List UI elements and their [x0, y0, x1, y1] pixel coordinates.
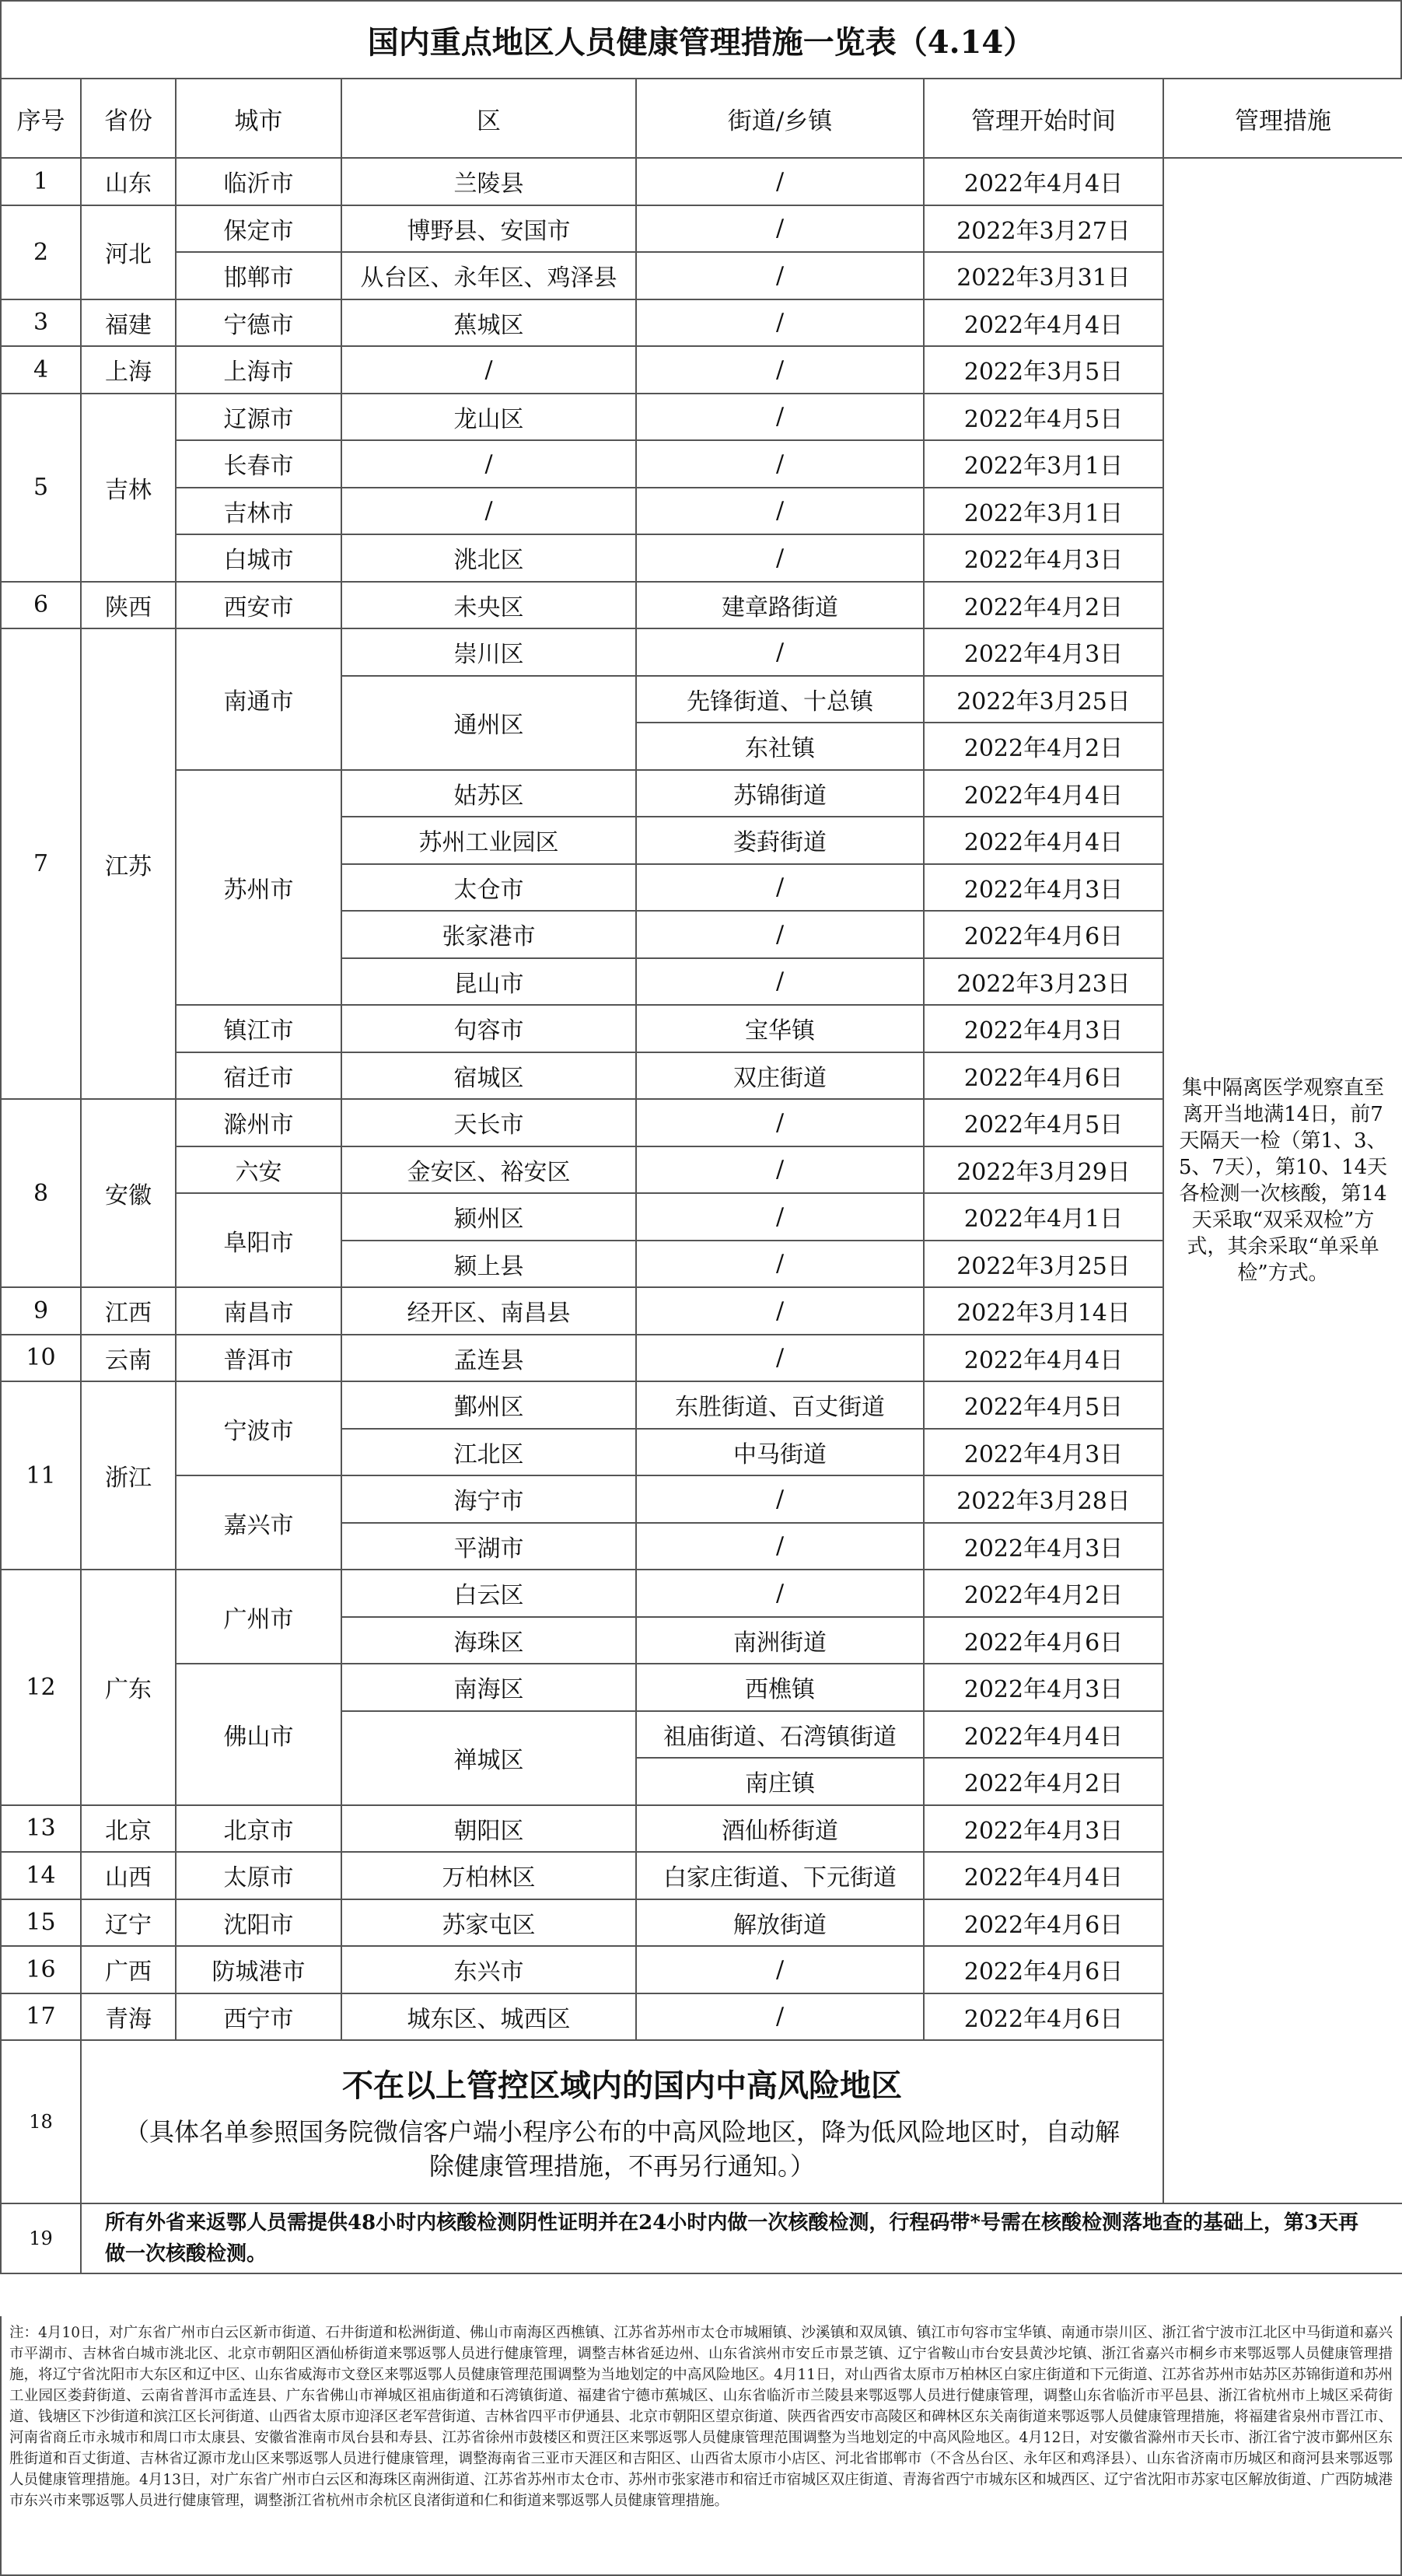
row-number: 15: [1, 1899, 81, 1947]
street-cell: 双庄街道: [636, 1052, 924, 1100]
district-cell: 海珠区: [341, 1617, 636, 1664]
district-cell: /: [341, 440, 636, 488]
start-date-cell: 2022年4月4日: [924, 299, 1163, 347]
street-cell: /: [636, 1475, 924, 1523]
district-cell: 江北区: [341, 1429, 636, 1476]
district-cell: /: [341, 488, 636, 535]
city-cell: 南通市: [176, 628, 341, 770]
start-date-cell: 2022年4月4日: [924, 1852, 1163, 1899]
city-cell: 防城港市: [176, 1946, 341, 1993]
city-cell: 宁波市: [176, 1381, 341, 1475]
province-cell: 辽宁: [81, 1899, 176, 1947]
district-cell: 苏家屯区: [341, 1899, 636, 1947]
street-cell: /: [636, 205, 924, 253]
city-cell: 太原市: [176, 1852, 341, 1899]
street-cell: /: [636, 299, 924, 347]
start-date-cell: 2022年4月3日: [924, 1523, 1163, 1570]
start-date-cell: 2022年3月1日: [924, 488, 1163, 535]
city-cell: 上海市: [176, 346, 341, 394]
street-cell: 祖庙街道、石湾镇街道: [636, 1711, 924, 1759]
start-date-cell: 2022年4月6日: [924, 1052, 1163, 1100]
header-no: 序号: [1, 79, 81, 158]
start-date-cell: 2022年4月4日: [924, 1711, 1163, 1759]
district-cell: 兰陵县: [341, 158, 636, 205]
district-cell: 天长市: [341, 1099, 636, 1146]
city-cell: 嘉兴市: [176, 1475, 341, 1570]
district-cell: 太仓市: [341, 864, 636, 912]
province-cell: 安徽: [81, 1099, 176, 1287]
header-row: [1, 79, 1402, 158]
start-date-cell: 2022年4月3日: [924, 1664, 1163, 1711]
high-risk-area-cell: [81, 2040, 1163, 2203]
province-cell: 浙江: [81, 1381, 176, 1570]
row-number: 16: [1, 1946, 81, 1993]
city-cell: 北京市: [176, 1805, 341, 1853]
street-cell: /: [636, 1993, 924, 2041]
row-number: 19: [1, 2203, 81, 2273]
header-street: 街道/乡镇: [636, 79, 924, 158]
table-row: [1, 158, 1402, 205]
header-start-time: 管理开始时间: [924, 79, 1163, 158]
start-date-cell: 2022年3月14日: [924, 1287, 1163, 1335]
street-cell: /: [636, 911, 924, 958]
district-cell: 崇川区: [341, 628, 636, 676]
start-date-cell: 2022年4月3日: [924, 1005, 1163, 1052]
province-cell: 上海: [81, 346, 176, 394]
district-cell: 朝阳区: [341, 1805, 636, 1853]
city-cell: 沈阳市: [176, 1899, 341, 1947]
health-management-table: [0, 78, 1402, 2274]
start-date-cell: 2022年3月25日: [924, 1241, 1163, 1288]
start-date-cell: 2022年4月3日: [924, 1429, 1163, 1476]
header-district: 区: [341, 79, 636, 158]
province-cell: 河北: [81, 205, 176, 299]
street-cell: 东胜街道、百丈街道: [636, 1381, 924, 1429]
start-date-cell: 2022年4月3日: [924, 628, 1163, 676]
header-province: 省份: [81, 79, 176, 158]
street-cell: /: [636, 628, 924, 676]
district-cell: 蕉城区: [341, 299, 636, 347]
start-date-cell: 2022年3月31日: [924, 252, 1163, 299]
street-cell: 先锋街道、十总镇: [636, 676, 924, 723]
district-cell: 宿城区: [341, 1052, 636, 1100]
district-cell: 颍州区: [341, 1193, 636, 1241]
province-cell: 江苏: [81, 628, 176, 1099]
province-cell: 北京: [81, 1805, 176, 1853]
city-cell: 镇江市: [176, 1005, 341, 1052]
start-date-cell: 2022年4月6日: [924, 1993, 1163, 2041]
city-cell: 苏州市: [176, 770, 341, 1006]
district-cell: 城东区、城西区: [341, 1993, 636, 2041]
street-cell: /: [636, 1099, 924, 1146]
district-cell: 禅城区: [341, 1711, 636, 1805]
row-number: 11: [1, 1381, 81, 1570]
street-cell: /: [636, 1335, 924, 1382]
street-cell: 建章路街道: [636, 582, 924, 629]
testing-requirement-cell: 所有外省来返鄂人员需提供48小时内核酸检测阴性证明并在24小时内做一次核酸检测，行程码带*号需在核酸检测落地查的基础上，第3天再做一次核酸检测。: [81, 2203, 1402, 2273]
row-number: 8: [1, 1099, 81, 1287]
street-cell: /: [636, 158, 924, 205]
street-cell: 白家庄街道、下元街道: [636, 1852, 924, 1899]
district-cell: 南海区: [341, 1664, 636, 1711]
start-date-cell: 2022年4月6日: [924, 911, 1163, 958]
province-cell: 山西: [81, 1852, 176, 1899]
start-date-cell: 2022年3月28日: [924, 1475, 1163, 1523]
table-row: [1, 2203, 1402, 2273]
district-cell: 从台区、永年区、鸡泽县: [341, 252, 636, 299]
street-cell: 解放街道: [636, 1899, 924, 1947]
start-date-cell: 2022年4月6日: [924, 1899, 1163, 1947]
start-date-cell: 2022年4月2日: [924, 1758, 1163, 1805]
district-cell: 张家港市: [341, 911, 636, 958]
start-date-cell: 2022年4月6日: [924, 1946, 1163, 1993]
row-number: 9: [1, 1287, 81, 1335]
city-cell: 阜阳市: [176, 1193, 341, 1287]
district-cell: 金安区、裕安区: [341, 1146, 636, 1194]
city-cell: 普洱市: [176, 1335, 341, 1382]
district-cell: 经开区、南昌县: [341, 1287, 636, 1335]
province-cell: 广西: [81, 1946, 176, 1993]
district-cell: 白云区: [341, 1570, 636, 1617]
street-cell: /: [636, 864, 924, 912]
start-date-cell: 2022年4月4日: [924, 817, 1163, 864]
start-date-cell: 2022年4月4日: [924, 1335, 1163, 1382]
page-title: 国内重点地区人员健康管理措施一览表（4.14）: [0, 0, 1402, 78]
city-cell: 保定市: [176, 205, 341, 253]
start-date-cell: 2022年4月4日: [924, 770, 1163, 817]
city-cell: 六安: [176, 1146, 341, 1194]
header-city: 城市: [176, 79, 341, 158]
start-date-cell: 2022年4月4日: [924, 158, 1163, 205]
province-cell: 山东: [81, 158, 176, 205]
street-cell: /: [636, 534, 924, 582]
start-date-cell: 2022年3月5日: [924, 346, 1163, 394]
start-date-cell: 2022年4月5日: [924, 1099, 1163, 1146]
city-cell: 佛山市: [176, 1664, 341, 1805]
district-cell: 龙山区: [341, 394, 636, 441]
row-number: 13: [1, 1805, 81, 1853]
street-cell: /: [636, 1570, 924, 1617]
start-date-cell: 2022年4月6日: [924, 1617, 1163, 1664]
district-cell: 苏州工业园区: [341, 817, 636, 864]
street-cell: 东社镇: [636, 723, 924, 770]
start-date-cell: 2022年4月2日: [924, 723, 1163, 770]
high-risk-heading: 不在以上管控区域内的国内中高风险地区: [342, 2067, 902, 2104]
street-cell: 苏锦街道: [636, 770, 924, 817]
district-cell: 万柏林区: [341, 1852, 636, 1899]
street-cell: /: [636, 1146, 924, 1194]
street-cell: 南庄镇: [636, 1758, 924, 1805]
district-cell: 昆山市: [341, 958, 636, 1006]
street-cell: 娄葑街道: [636, 817, 924, 864]
street-cell: /: [636, 1241, 924, 1288]
start-date-cell: 2022年4月1日: [924, 1193, 1163, 1241]
district-cell: 姑苏区: [341, 770, 636, 817]
district-cell: 洮北区: [341, 534, 636, 582]
district-cell: 海宁市: [341, 1475, 636, 1523]
province-cell: 江西: [81, 1287, 176, 1335]
city-cell: 白城市: [176, 534, 341, 582]
start-date-cell: 2022年3月25日: [924, 676, 1163, 723]
row-number: 1: [1, 158, 81, 205]
start-date-cell: 2022年3月27日: [924, 205, 1163, 253]
province-cell: 广东: [81, 1570, 176, 1805]
start-date-cell: 2022年4月2日: [924, 582, 1163, 629]
street-cell: /: [636, 346, 924, 394]
footnote: 注：4月10日，对广东省广州市白云区新市街道、石井街道和松洲街道、佛山市南海区西樵镇、江苏省苏州市太仓市城厢镇、沙溪镇和双凤镇、镇江市句容市宝华镇、南通市崇川区、浙江省宁波市江北区中马街道和嘉兴市平湖市、吉林省白城市洮北区、北京市朝阳区酒仙桥街道来鄂返鄂人员进行健康管理，调整吉林省延边州、山东省滨州市安丘市景芝镇、辽宁省鞍山市台安县黄沙坨镇、浙江省嘉兴市桐乡市来鄂返鄂人员健康管理措施，将辽宁省沈阳市大东区和辽中区、山东省威海市文登区来鄂返鄂人员健康管理范围调整为当地划定的中高风险地区。4月11日，对山西省太原市万柏林区白家庄街道和下元街道、江苏省苏州市姑苏区苏锦街道和苏州工业园区娄葑街道、云南省普洱市孟连县、广东省佛山市禅城区祖庙街道和石湾镇街道、福建省宁德市蕉城区、山东省临沂市兰陵县来鄂返鄂人员进行健康管理，调整山东省临沂市平邑县、浙江省杭州市上城区采荷街道、钱塘区下沙街道和滨江区长河街道、山西省太原市迎泽区老军营街道、吉林省四平市伊通县、北京市朝阳区望京街道、陕西省西安市高陵区和碑林区东关南街道来鄂返鄂人员健康管理措施，将福建省泉州市晋江市、河南省商丘市永城市和周口市太康县、安徽省淮南市凤台县和寿县、江苏省徐州市鼓楼区和贾汪区来鄂返鄂人员健康管理范围调整为当地划定的中高风险地区。4月12日，对安徽省滁州市天长市、浙江省宁波市鄞州区东胜街道和百丈街道、吉林省辽源市龙山区来鄂返鄂人员进行健康管理，调整海南省三亚市天涯区和吉阳区、山西省太原市小店区、河北省邯郸市（不含丛台区、永年区和鸡泽县）、山东省济南市历城区和商河县来鄂返鄂人员健康管理措施。4月13日，对广东省广州市白云区和海珠区南洲街道、江苏省苏州市太仓市、苏州市张家港市和宿迁市宿城区双庄街道、青海省西宁市城东区和城西区、辽宁省沈阳市苏家屯区解放街道、广西防城港市东兴市来鄂返鄂人员进行健康管理，调整浙江省杭州市余杭区良渚街道和仁和街道来鄂返鄂人员健康管理措施。: [0, 2316, 1402, 2576]
street-cell: 中马街道: [636, 1429, 924, 1476]
district-cell: 孟连县: [341, 1335, 636, 1382]
street-cell: /: [636, 1946, 924, 1993]
street-cell: 酒仙桥街道: [636, 1805, 924, 1853]
high-risk-detail: （具体名单参照国务院微信客户端小程序公布的中高风险地区，降为低风险地区时，自动解除健康管理措施，不再另行通知。）: [124, 2116, 1120, 2181]
street-cell: /: [636, 252, 924, 299]
row-number: 14: [1, 1852, 81, 1899]
row-number: 4: [1, 346, 81, 394]
start-date-cell: 2022年3月23日: [924, 958, 1163, 1006]
street-cell: 宝华镇: [636, 1005, 924, 1052]
district-cell: /: [341, 346, 636, 394]
row-number: 18: [1, 2040, 81, 2203]
district-cell: 东兴市: [341, 1946, 636, 1993]
header-measures: 管理措施: [1163, 79, 1402, 158]
province-cell: 陕西: [81, 582, 176, 629]
street-cell: 南洲街道: [636, 1617, 924, 1664]
row-number: 10: [1, 1335, 81, 1382]
province-cell: 青海: [81, 1993, 176, 2041]
row-number: 12: [1, 1570, 81, 1805]
management-measures: 集中隔离医学观察直至离开当地满14日，前7天隔天一检（第1、3、5、7天），第10、14天各检测一次核酸，第14天采取“双采双检”方式，其余采取“单采单检”方式。: [1163, 158, 1402, 2203]
city-cell: 广州市: [176, 1570, 341, 1664]
city-cell: 西宁市: [176, 1993, 341, 2041]
start-date-cell: 2022年4月5日: [924, 394, 1163, 441]
start-date-cell: 2022年4月5日: [924, 1381, 1163, 1429]
street-cell: 西樵镇: [636, 1664, 924, 1711]
city-cell: 长春市: [176, 440, 341, 488]
row-number: 3: [1, 299, 81, 347]
row-number: 17: [1, 1993, 81, 2041]
street-cell: /: [636, 488, 924, 535]
city-cell: 辽源市: [176, 394, 341, 441]
start-date-cell: 2022年4月2日: [924, 1570, 1163, 1617]
city-cell: 宁德市: [176, 299, 341, 347]
district-cell: 通州区: [341, 676, 636, 770]
province-cell: 福建: [81, 299, 176, 347]
province-cell: 吉林: [81, 394, 176, 582]
district-cell: 博野县、安国市: [341, 205, 636, 253]
district-cell: 句容市: [341, 1005, 636, 1052]
row-number: 2: [1, 205, 81, 299]
street-cell: /: [636, 394, 924, 441]
row-number: 7: [1, 628, 81, 1099]
district-cell: 鄞州区: [341, 1381, 636, 1429]
row-number: 5: [1, 394, 81, 582]
start-date-cell: 2022年3月29日: [924, 1146, 1163, 1194]
city-cell: 临沂市: [176, 158, 341, 205]
city-cell: 邯郸市: [176, 252, 341, 299]
city-cell: 宿迁市: [176, 1052, 341, 1100]
start-date-cell: 2022年4月3日: [924, 534, 1163, 582]
district-cell: 未央区: [341, 582, 636, 629]
district-cell: 平湖市: [341, 1523, 636, 1570]
start-date-cell: 2022年4月3日: [924, 1805, 1163, 1853]
street-cell: /: [636, 1287, 924, 1335]
city-cell: 西安市: [176, 582, 341, 629]
start-date-cell: 2022年3月1日: [924, 440, 1163, 488]
district-cell: 颍上县: [341, 1241, 636, 1288]
street-cell: /: [636, 1523, 924, 1570]
street-cell: /: [636, 440, 924, 488]
city-cell: 吉林市: [176, 488, 341, 535]
city-cell: 南昌市: [176, 1287, 341, 1335]
city-cell: 滁州市: [176, 1099, 341, 1146]
start-date-cell: 2022年4月3日: [924, 864, 1163, 912]
province-cell: 云南: [81, 1335, 176, 1382]
street-cell: /: [636, 958, 924, 1006]
row-number: 6: [1, 582, 81, 629]
street-cell: /: [636, 1193, 924, 1241]
